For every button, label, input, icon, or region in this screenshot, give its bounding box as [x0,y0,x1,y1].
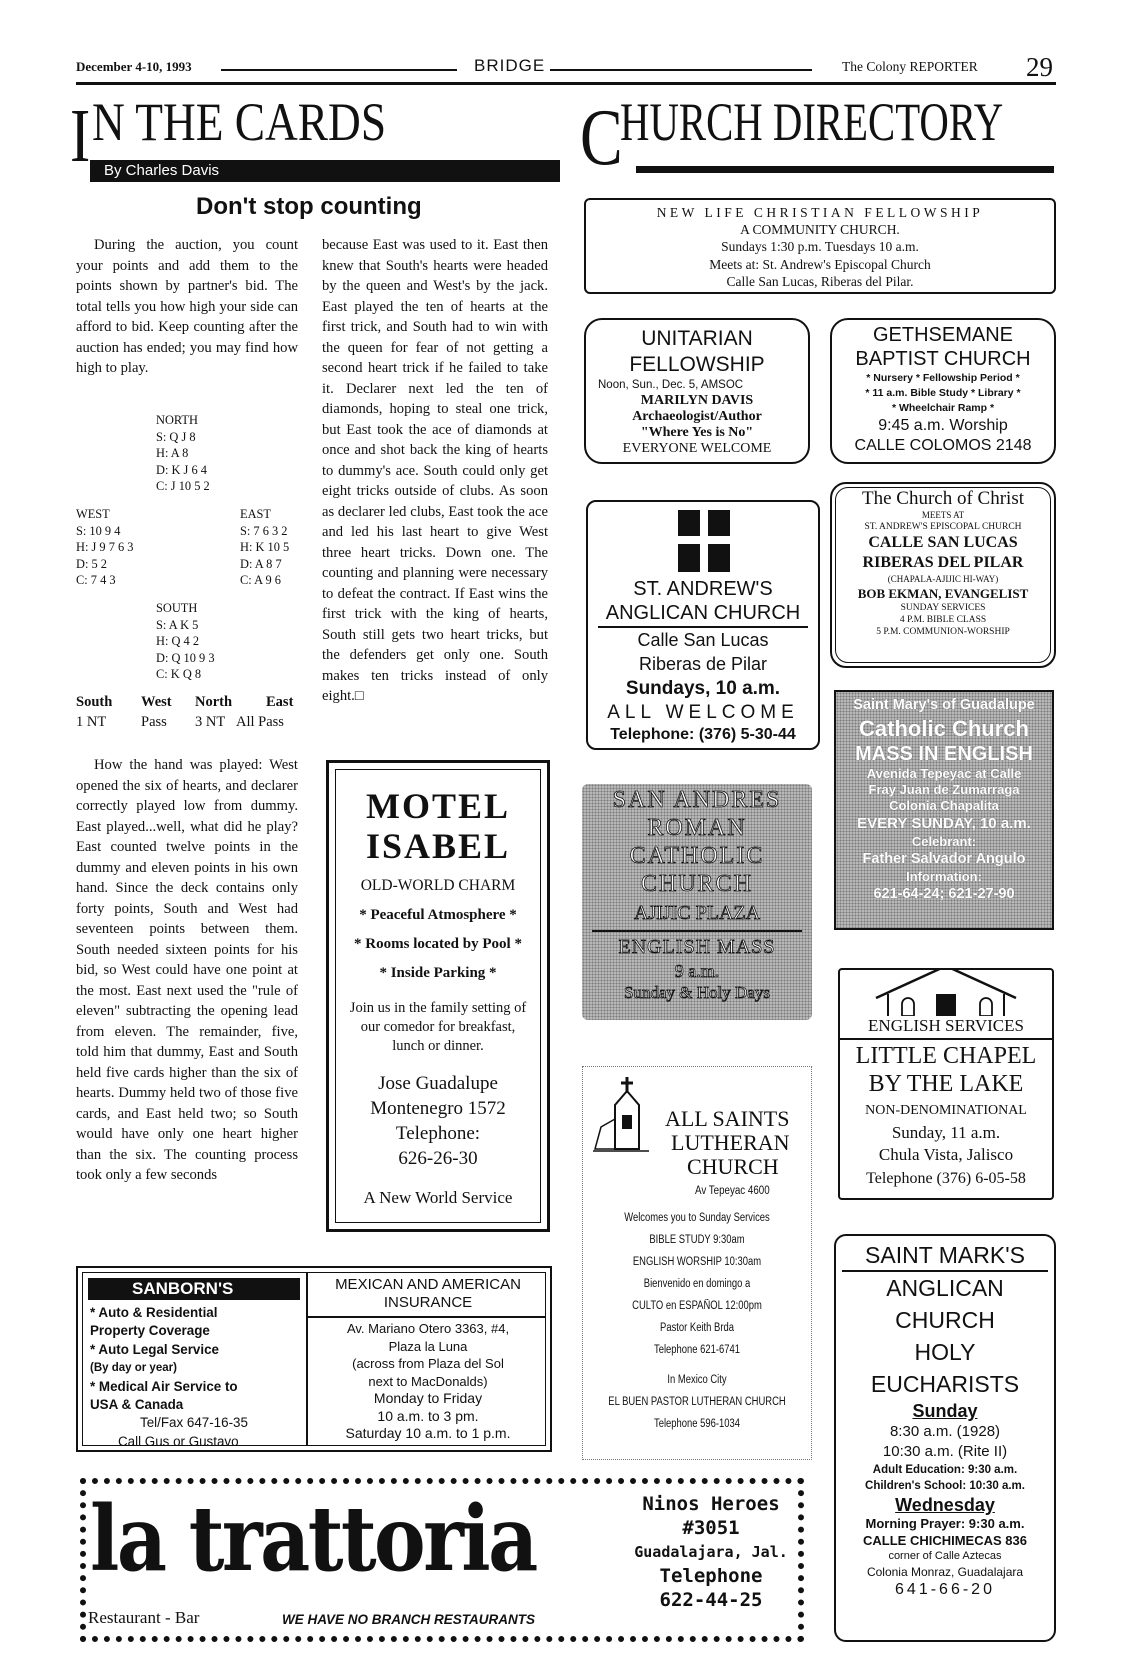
gethsemane-name-1: GETHSEMANE [872,324,1014,346]
stmark-name-5: EUCHARISTS [870,1371,1020,1397]
directory-title-cap: C [580,94,623,182]
north-hearts: H: A 8 [156,446,189,460]
chapel-denom: NON-DENOMINATIONAL [865,1103,1027,1118]
sanborns-ad [76,1266,552,1452]
trattoria-ad [80,1478,804,1642]
stmary-info: Information: [906,869,982,884]
south-clubs: C: K Q 8 [156,667,202,681]
sanborns-addr-1: Av. Mariano Otero 3363, #4, [346,1321,510,1336]
stmark-phone: 641-66-20 [895,1581,995,1598]
continued-paragraph [322,235,548,707]
bid-east: All Pass [236,714,284,730]
sanandres-name-1: SAN ANDRES [612,787,782,813]
motel-addr-4: 626-26-30 [398,1148,478,1169]
motel-feature-3: * Inside Parking * [379,965,497,981]
intro-paragraph: During the auction, you count your points and add them to the points shown by partner's bid. The total tells you how high your side can afford to bid. Keep counting after the auction has ended; you may find how high to play. [76,237,298,376]
motel-tag: OLD-WORLD CHARM [360,877,516,894]
lutheran-name-1: ALL SAINTS [665,1106,790,1131]
hand-south [156,600,266,683]
stmark-name-4: HOLY [914,1339,976,1365]
stmary-mass: MASS IN ENGLISH [855,743,1033,765]
gethsemane-feat-2: * 11 a.m. Bible Study * Library * [865,387,1021,399]
gethsemane-feat-3: * Wheelchair Ramp * [891,402,995,414]
stmark-colonia: Colonia Monraz, Guadalajara [866,1565,1024,1579]
west-label: WEST [76,507,110,521]
sanborns-hours-3: Saturday 10 a.m. to 1 p.m. [345,1425,511,1441]
directory-title-rest: HURCH DIRECTORY [620,92,1004,152]
san-andres-catholic-ad [582,784,812,1020]
motel-addr-1: Jose Guadalupe [378,1073,498,1094]
east-label: EAST [240,507,271,521]
lutheran-phone: Telephone 621-6741 [654,1344,740,1356]
stmary-addr-2: Fray Juan de Zumarraga [868,782,1020,797]
sanandres-days: Sunday & Holy Days [624,982,770,1002]
lutheran-name-2: LUTHERAN [671,1130,790,1155]
gethsemane-worship: 9:45 a.m. Worship [878,417,1008,434]
newlife-sub: A COMMUNITY CHURCH. [740,222,900,238]
little-chapel-ad [838,968,1054,1200]
bid-head-south: South [76,694,113,710]
motel-service: A New World Service [363,1188,513,1207]
motel-addr-2: Montenegro 1572 [370,1098,506,1119]
east-hearts: H: K 10 5 [240,540,290,554]
all-saints-lutheran-ad [582,1066,812,1460]
insurance-head-2: INSURANCE [383,1294,473,1311]
christ-venue: ST. ANDREW'S EPISCOPAL CHURCH [864,522,1022,532]
chapel-place: Chula Vista, Jalisco [878,1145,1014,1164]
lutheran-bienvenido: Bienvenido en domingo a [643,1278,751,1290]
sanborns-item-4: (By day or year) [90,1362,177,1375]
sanandres-name-3: CATHOLIC [629,843,765,869]
newlife-meets: Meets at: St. Andrew's Episcopal Church [709,256,931,272]
trattoria-addr-1: Ninos Heroes [642,1493,780,1515]
stmark-time-2: 10:30 a.m. (Rite II) [882,1443,1008,1460]
stmary-addr-3: Colonia Chapalita [889,798,999,813]
christ-communion: 5 P.M. COMMUNION-WORSHIP [876,627,1010,637]
stmark-sunday: Sunday [912,1401,978,1421]
christ-services: SUNDAY SERVICES [900,603,986,613]
chapel-name-1: LITTLE CHAPEL [855,1043,1037,1069]
sanborns-item-6: USA & Canada [90,1397,184,1413]
motel-addr-3: Telephone: [395,1123,481,1144]
south-hearts: H: Q 4 2 [156,634,200,648]
st-andrews-anglican-ad [586,500,820,750]
stmark-name-3: CHURCH [895,1307,995,1333]
sanborns-logo-bar [88,1278,300,1300]
trattoria-logo: la trattoria [90,1486,536,1592]
bid-head-north: North [195,694,233,710]
lutheran-pastor: Pastor Keith Brda [660,1322,734,1334]
unitarian-welcome: EVERYONE WELCOME [622,441,772,456]
sanborns-item-3: * Auto Legal Service [90,1341,219,1357]
unitarian-date: Noon, Sun., Dec. 5, AMSOC [598,379,744,391]
christ-area: RIBERAS DEL PILAR [862,554,1024,571]
trattoria-addr-3: Guadalajara, Jal. [634,1543,788,1561]
standrews-name-1: ST. ANDREW'S [633,578,773,600]
page-header [76,52,1056,82]
christ-bible: 4 P.M. BIBLE CLASS [899,615,987,625]
north-spades: S: Q J 8 [156,429,196,444]
east-diamonds: D: A 8 7 [240,556,282,571]
bid-west: Pass [141,714,167,730]
headline: Don't stop counting [196,193,422,220]
gethsemane-feat-1: * Nursery * Fellowship Period * [866,372,1020,384]
motel-invite: Join us in the family setting of our comedor for breakfast, lunch or dinner. [349,1000,527,1054]
header-date: December 4-10, 1993 [76,59,192,74]
cards-title-rest: N THE CARDS [92,92,387,152]
insurance-head-1: MEXICAN AND AMERICAN [335,1276,521,1293]
standrews-name-2: ANGLICAN CHURCH [605,602,801,624]
lutheran-addr: Av Tepeyac 4600 [695,1185,770,1197]
hand-east [240,506,320,589]
header-section: BRIDGE [474,56,546,75]
new-life-fellowship-ad [584,198,1056,294]
directory-title [580,92,1060,188]
hand-west [76,506,186,589]
byline-bar [90,160,560,182]
stmary-celebrant: Celebrant: [911,834,977,849]
sanborns-address [310,1320,546,1443]
chapel-illustration [840,968,1054,1016]
trattoria-addr-2: #3051 [682,1517,740,1539]
chapel-english: ENGLISH SERVICES [868,1016,1024,1035]
trattoria-addr-4: Telephone [659,1565,763,1587]
standrews-street: Calle San Lucas [637,630,769,650]
sanborns-insurance [310,1276,546,1312]
header-paper: The Colony REPORTER [842,59,978,74]
north-label: NORTH [156,413,198,427]
sanborns-addr-2: Plaza la Luna [388,1338,468,1354]
st-marys-guadalupe-ad [834,690,1054,930]
lutheran-culto: CULTO en ESPAÑOL 12:00pm [632,1300,762,1312]
bid-south: 1 NT [76,714,107,730]
sanandres-plaza: AJIJIC PLAZA [633,902,761,924]
motel-name-2: ISABEL [365,826,511,866]
standrews-phone: Telephone: (376) 5-30-44 [610,726,796,743]
unitarian-topic: "Where Yes is No" [640,425,754,440]
bid-head-west: West [141,694,172,710]
saint-marks-anglican-ad [834,1234,1056,1642]
trattoria-address [626,1492,796,1612]
lutheran-bible: BIBLE STUDY 9:30am [649,1234,745,1246]
stmary-name: Saint Mary's of Guadalupe [853,697,1035,713]
byline: By Charles Davis [104,162,220,179]
trattoria-note: WE HAVE NO BRANCH RESTAURANTS [282,1612,535,1627]
south-diamonds: D: Q 10 9 3 [156,650,215,665]
stmary-priest: Father Salvador Angulo [862,851,1026,867]
lutheran-details [583,1207,811,1435]
south-label: SOUTH [156,601,198,615]
unitarian-role: Archaeologist/Author [632,409,762,424]
unitarian-speaker: MARILYN DAVIS [640,393,754,408]
sanborns-services [90,1304,295,1451]
lutheran-mexico: In Mexico City [667,1374,727,1386]
stmary-phones: 621-64-24; 621-27-90 [873,886,1015,902]
standrews-welcome: ALL WELCOME [607,702,799,723]
sanandres-mass: ENGLISH MASS [618,935,776,958]
church-of-christ-ad [830,482,1056,668]
motel-isabel-ad [326,760,550,1232]
east-clubs: C: A 9 6 [240,573,281,587]
chapel-time: Sunday, 11 a.m. [891,1123,1001,1142]
stmark-wednesday: Wednesday [895,1495,995,1515]
newlife-addr: Calle San Lucas, Riberas del Pilar. [726,273,914,289]
standrews-area: Riberas de Pilar [638,654,768,674]
christ-street: CALLE SAN LUCAS [868,534,1018,551]
bid-north: 3 NT [195,714,226,730]
unitarian-name-1: UNITARIAN [641,327,753,350]
stmary-sunday: EVERY SUNDAY, 10 a.m. [857,815,1031,832]
cards-title [70,92,560,182]
sanandres-time: 9 a.m. [674,960,720,981]
sanborns-item-2: Property Coverage [90,1323,210,1339]
sanborns-item-1: * Auto & Residential [90,1305,218,1320]
sanborns-phone: Tel/Fax 647-16-35 [140,1415,248,1431]
standrews-time: Sundays, 10 a.m. [625,678,781,699]
bid-head-east: East [266,694,294,710]
sanborns-hours-1: Monday to Friday [373,1390,483,1406]
lutheran-worship: ENGLISH WORSHIP 10:30am [632,1256,762,1268]
motel-feature-2: * Rooms located by Pool * [354,936,522,952]
stmary-addr-1: Avenida Tepeyac at Calle [866,766,1022,781]
trattoria-addr-5: 622-44-25 [659,1589,763,1611]
motel-name-1: MOTEL [365,786,510,826]
sanborns-item-5: * Medical Air Service to [90,1378,238,1394]
stmark-addr: CALLE CHICHIMECAS 836 [863,1533,1027,1548]
lutheran-buen-pastor: EL BUEN PASTOR LUTHERAN CHURCH [608,1396,786,1408]
sanborns-hours-2: 10 a.m. to 3 pm. [377,1407,479,1424]
stmark-prayer: Morning Prayer: 9:30 a.m. [865,1516,1025,1531]
west-clubs: C: 7 4 3 [76,573,116,587]
cross-logo [678,510,730,572]
stmark-name-2: ANGLICAN [886,1275,1004,1301]
west-hearts: H: J 9 7 6 3 [76,540,134,554]
stmark-time-1: 8:30 a.m. (1928) [889,1423,1001,1440]
end-mark: □ [354,688,364,704]
christ-hiway: (CHAPALA-AJIJIC HI-WAY) [887,574,999,584]
north-clubs: C: J 10 5 2 [156,479,210,493]
sanborns-contact: Call Gus or Gustavo [118,1433,239,1449]
cards-title-cap: I [70,94,91,178]
sanborns-name: SANBORN'S [132,1279,234,1298]
unitarian-fellowship-ad [584,318,810,464]
stmark-children: Children's School: 10:30 a.m. [865,1480,1025,1492]
lutheran-church-illustration [589,1075,669,1155]
header-rule [76,82,1056,85]
sanborns-addr-4: next to MacDonalds) [368,1373,488,1389]
east-spades: S: 7 6 3 2 [240,523,288,538]
west-diamonds: D: 5 2 [76,556,107,571]
south-spades: S: A K 5 [156,617,199,632]
west-spades: S: 10 9 4 [76,523,121,538]
continued-text: because East was used to it. East then knew that South's hearts were headed by the queen and West's by the jack. East played the ten of hearts at the first trick, and South had to win with the queen for fear of not getting a second heart trick if he failed to take it. Declarer next led the ten of diamonds, hoping to steal one trick, but East took the ace of diamonds at once and shot back the king of hearts to dummy's ace. South could only get eight tricks outside of clubs. As soon as declarer led clubs, East took the ace and led his last heart to give West three heart tricks. Down one. The counting and planning were necessary to defeat the contract. If East wins the first trick with the king of hearts, South still gets two heart tricks, but the defenders get only one. South makes ten tricks instead of only eight. [322,237,548,704]
gethsemane-name-2: BAPTIST CHURCH [855,348,1031,370]
trattoria-sub: Restaurant - Bar [88,1608,200,1627]
unitarian-name-2: FELLOWSHIP [629,353,765,376]
play-paragraph: How the hand was played: West opened the six of hearts, and declarer correctly played low from dummy. East played...well, what did he play? East counted twelve points in the dummy and eleven points in his own hand. Since the deck contains only forty points, South and West had seventeen points between them. South needed sixteen points for his bid, so West could have one point at the most. East next used the "rule of eleven" subtracting the opening lead from eleven. The remainder, five, told him that dummy, East and South held five cards higher than the six of hearts. Dummy held two of those five cards, and East held two; so South would have only one heart higher than the six. The counting process took only a few seconds [76,757,298,1183]
lutheran-mexico-phone: Telephone 596-1034 [654,1418,740,1430]
chapel-name-2: BY THE LAKE [868,1071,1024,1097]
newlife-times: Sundays 1:30 p.m. Tuesdays 10 a.m. [721,239,919,255]
stmark-name-1: SAINT MARK'S [842,1240,1048,1272]
stmark-adult: Adult Education: 9:30 a.m. [872,1464,1018,1476]
lutheran-name-3: CHURCH [687,1154,779,1179]
chapel-phone: Telephone (376) 6-05-58 [866,1170,1026,1187]
hand-north [156,412,266,495]
christ-evangelist: BOB EKMAN, EVANGELIST [857,586,1029,601]
north-diamonds: D: K J 6 4 [156,462,207,477]
page-number: 29 [1026,52,1053,82]
stmary-type: Catholic Church [859,716,1029,741]
motel-feature-1: * Peaceful Atmosphere * [359,907,517,923]
christ-name: The Church of Christ [861,488,1024,509]
sanborns-addr-3: (across from Plaza del Sol [352,1356,504,1371]
gethsemane-baptist-ad [830,318,1056,464]
gethsemane-addr: CALLE COLOMOS 2148 [854,437,1032,454]
sanandres-name-2: ROMAN [647,815,747,841]
newlife-name: NEW LIFE CHRISTIAN FELLOWSHIP [656,205,984,220]
christ-meets: MEETS AT [921,510,965,520]
lutheran-welcome: Welcomes you to Sunday Services [624,1212,770,1224]
sanandres-name-4: CHURCH [640,871,754,897]
stmark-corner: corner of Calle Aztecas [888,1550,1002,1562]
